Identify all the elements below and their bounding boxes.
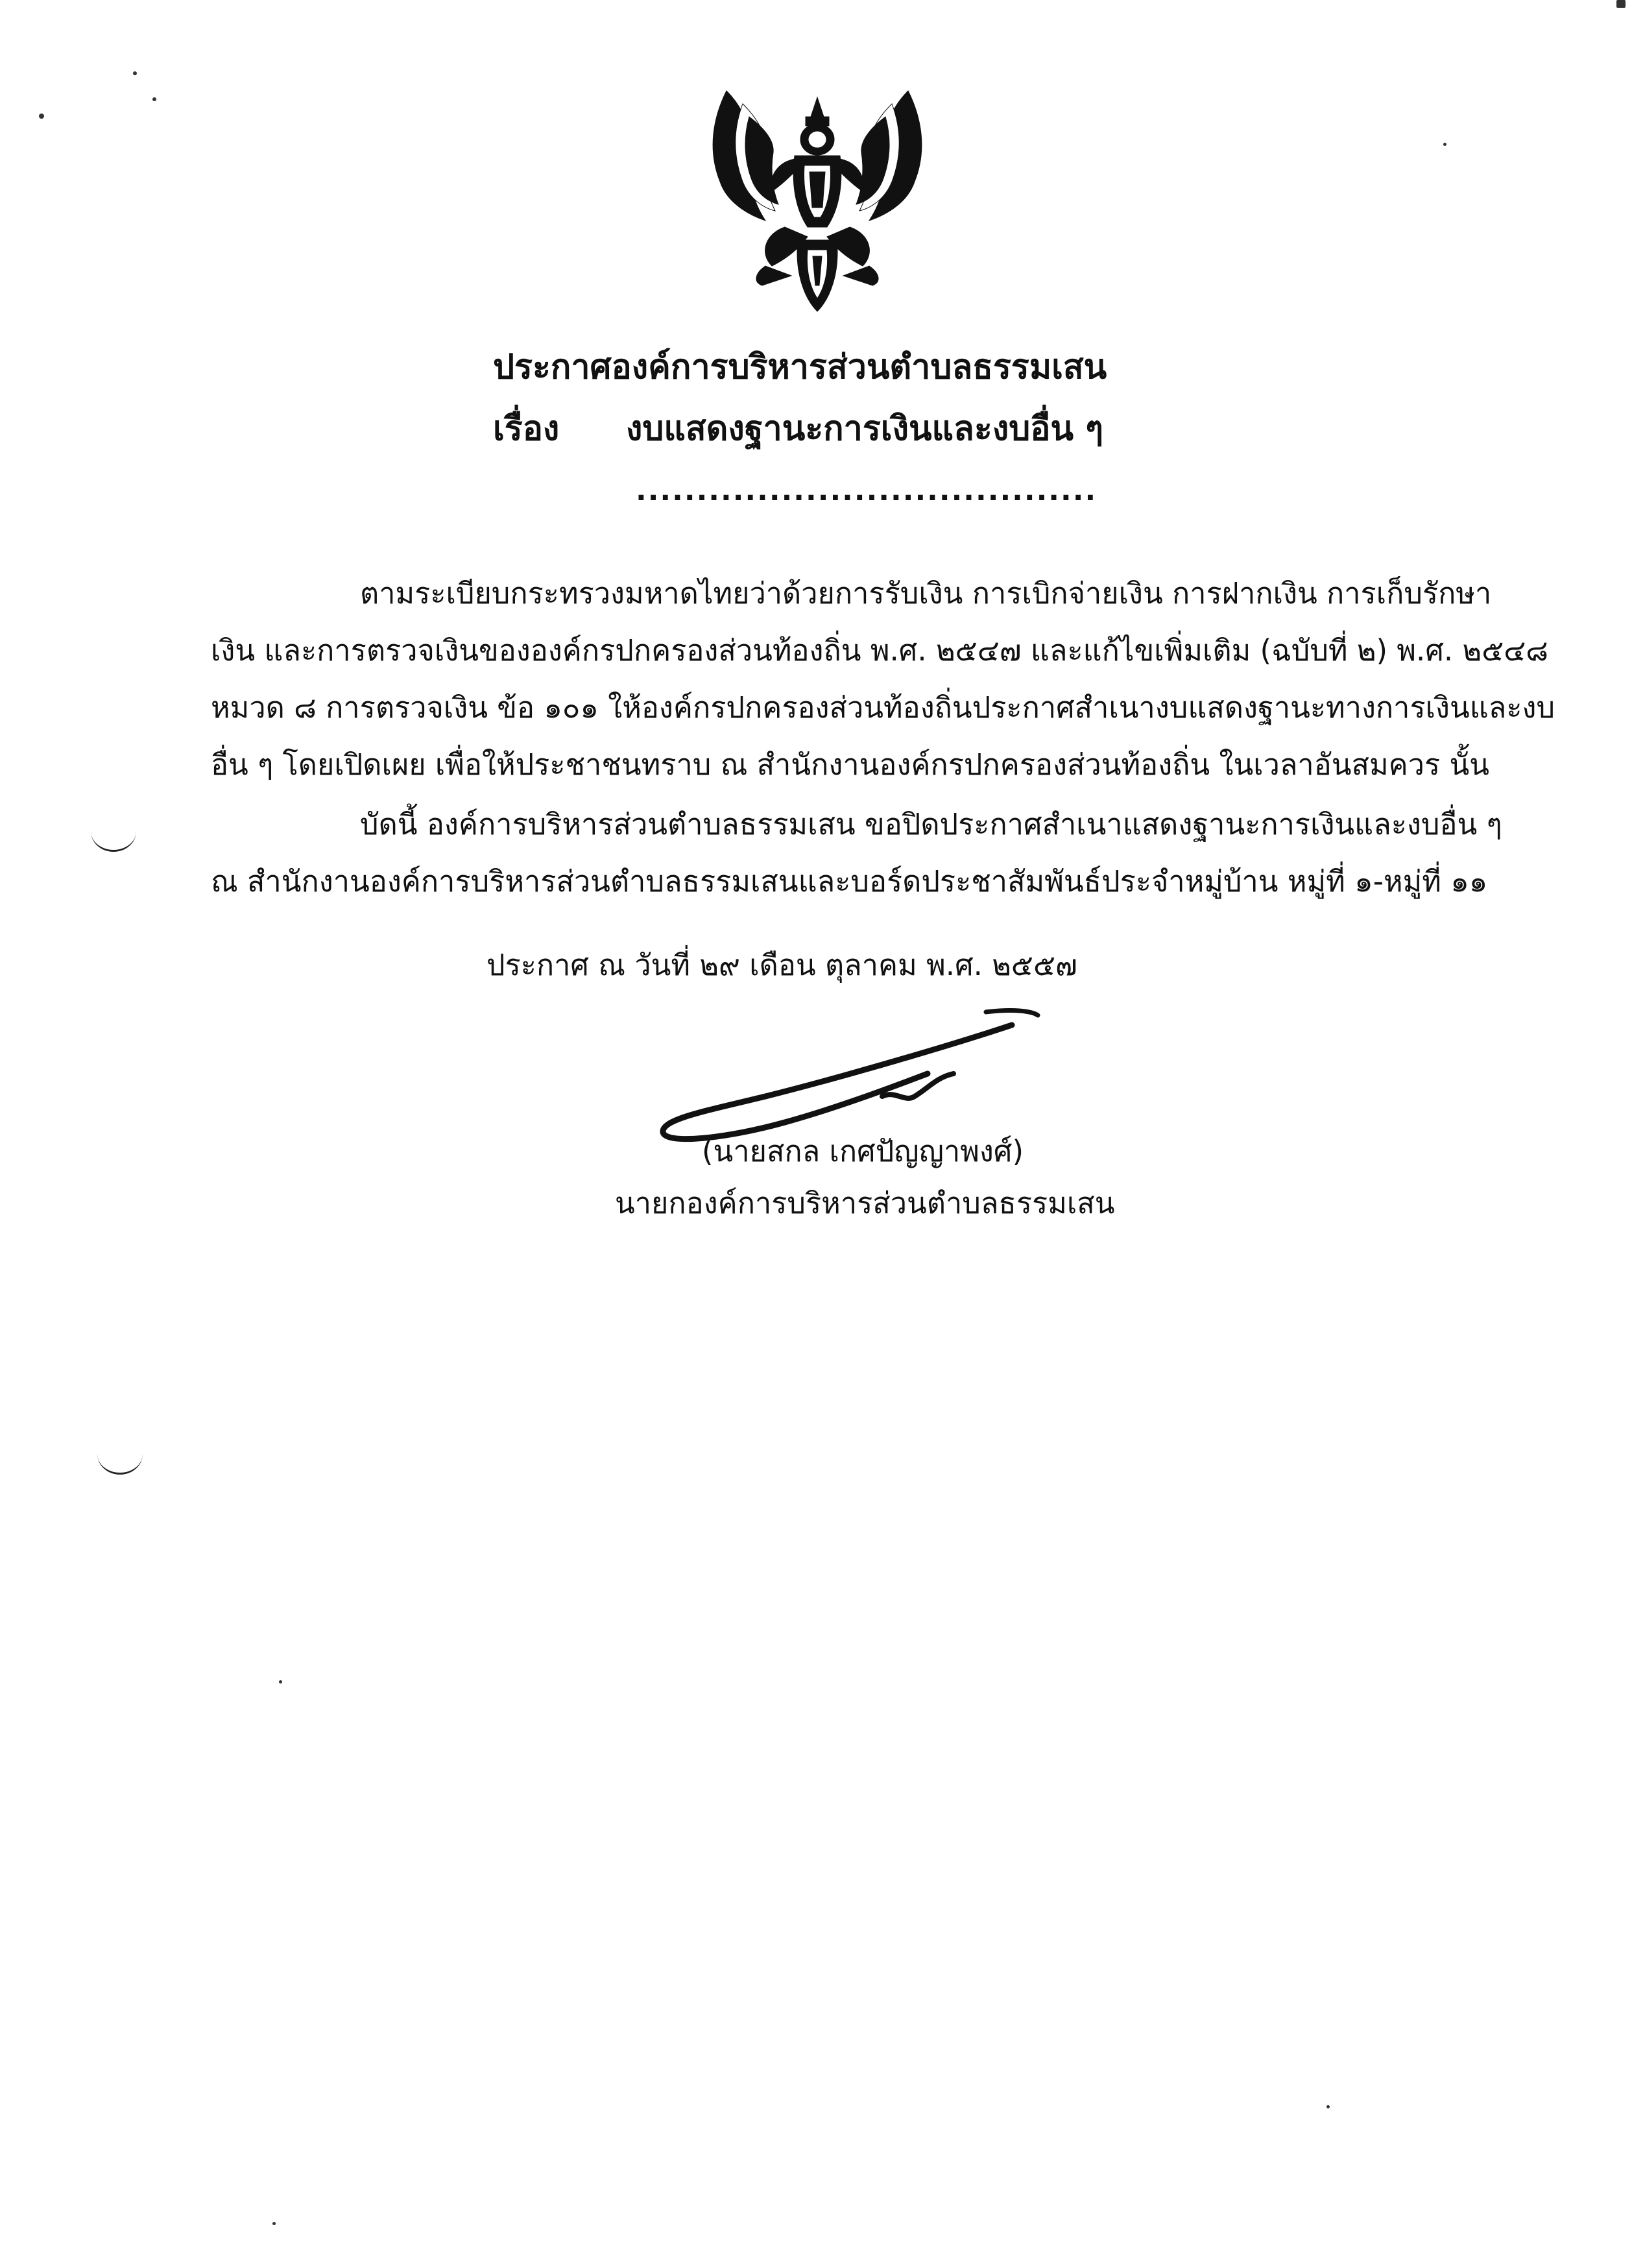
scan-speck xyxy=(152,97,156,101)
scan-speck xyxy=(279,1680,282,1683)
scan-speck xyxy=(39,114,44,119)
scan-mark xyxy=(91,811,136,852)
announcement-date: ประกาศ ณ วันที่ ๒๙ เดือน ตุลาคม พ.ศ. ๒๕๕๗ xyxy=(486,948,1077,982)
announcement-title: ประกาศองค์การบริหารส่วนตำบลธรรมเสน xyxy=(493,348,1107,387)
subject-text: งบแสดงฐานะการเงินและงบอื่น ๆ xyxy=(626,409,1104,448)
signatory-position: นายกองค์การบริหารส่วนตำบลธรรมเสน xyxy=(615,1186,1115,1220)
subject-label: เรื่อง xyxy=(493,409,560,448)
dotted-divider: ...................................... xyxy=(636,474,1098,507)
paragraph-1-line-2: เงิน และการตรวจเงินขององค์กรปกครองส่วนท้องถิ่น พ.ศ. ๒๕๔๗ และแก้ไขเพิ่มเติม (ฉบับที่ ๒) พ.ศ. ๒๕๔๘ xyxy=(211,633,1549,668)
scan-speck xyxy=(133,71,137,75)
scan-speck xyxy=(272,2222,276,2225)
scan-mark xyxy=(97,1434,143,1475)
paragraph-2-line-2: ณ สำนักงานองค์การบริหารส่วนตำบลธรรมเสนและบอร์ดประชาสัมพันธ์ประจำหมู่บ้าน หมู่ที่ ๑-หมู่ที่ ๑๑ xyxy=(211,864,1488,899)
scan-speck xyxy=(1616,0,1626,8)
handwritten-signature-icon xyxy=(649,999,1051,1155)
scan-speck xyxy=(1326,2105,1330,2108)
paragraph-2-line-1: บัดนี้ องค์การบริหารส่วนตำบลธรรมเสน ขอปิดประกาศสำเนาแสดงฐานะการเงินและงบอื่น ๆ xyxy=(360,807,1502,841)
paragraph-1-line-1: ตามระเบียบกระทรวงมหาดไทยว่าด้วยการรับเงิน การเบิกจ่ายเงิน การฝากเงิน การเก็บรักษา xyxy=(360,576,1492,610)
paragraph-1-line-4: อื่น ๆ โดยเปิดเผย เพื่อให้ประชาชนทราบ ณ สำนักงานองค์กรปกครองส่วนท้องถิ่น ในเวลาอันสมควร นั้น xyxy=(211,747,1489,782)
signatory-name: (นายสกล เกศปัญญาพงศ์) xyxy=(702,1134,1024,1168)
scan-speck xyxy=(1443,143,1446,146)
garuda-emblem-icon xyxy=(688,78,947,324)
paragraph-1-line-3: หมวด ๘ การตรวจเงิน ข้อ ๑๐๑ ให้องค์กรปกครองส่วนท้องถิ่นประกาศสำเนางบแสดงฐานะทางการเงินและงบ xyxy=(211,690,1555,725)
